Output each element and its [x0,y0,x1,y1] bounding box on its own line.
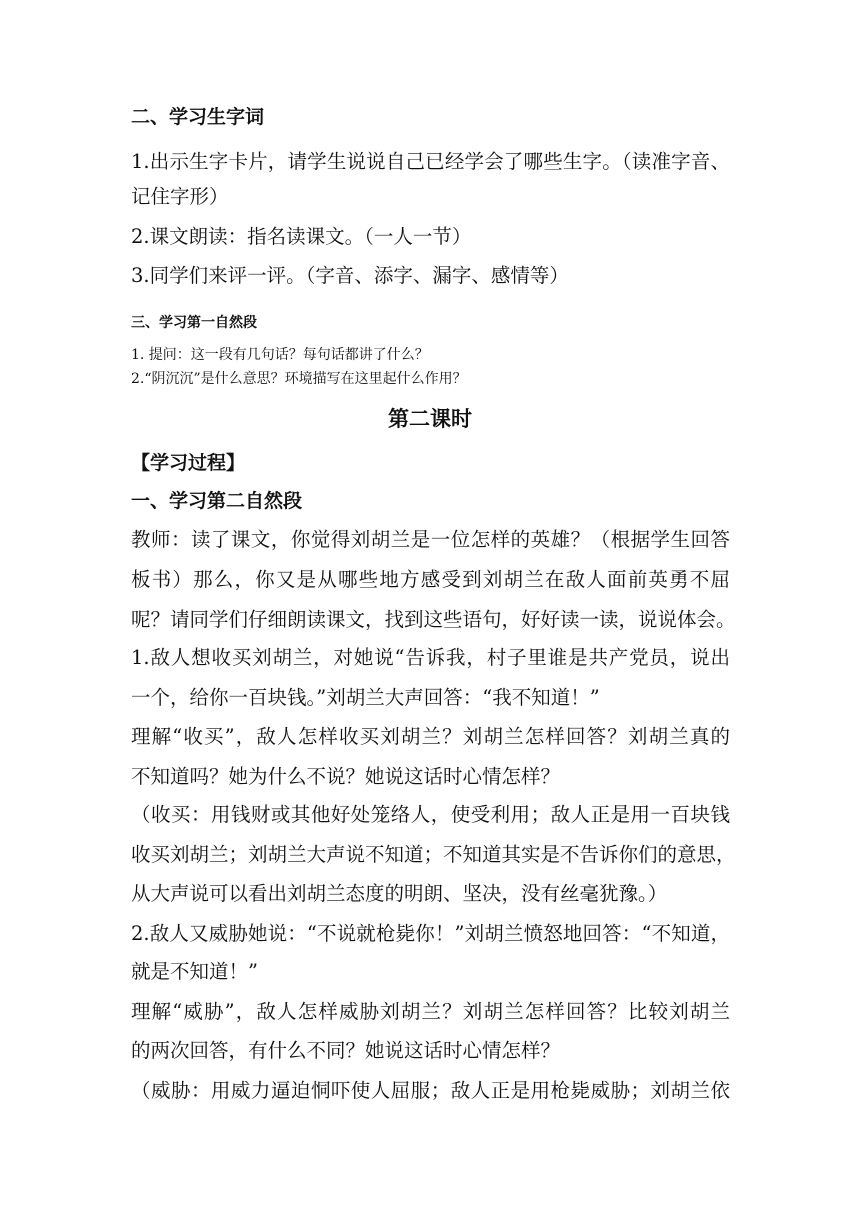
p1-line1: 教师：读了课文，你觉得刘胡兰是一位怎样的英雄？（根据学生回答 [131,528,730,551]
s3-item1: 1. 提问：这一段有几句话？每句话都讲了什么？ [131,347,429,363]
q2-ask-line2: 的两次回答，有什么不同？她说这话时心情怎样？ [131,1039,561,1062]
q2-line2: 就是不知道！” [131,960,258,983]
q1-ans-line1: （收买：用钱财或其他好处笼络人，使受利用；敌人正是用一百块钱 [131,803,730,826]
q2-ans-line1: （威胁：用威力逼迫恫吓使人屈服；敌人正是用枪毙威胁；刘胡兰依 [131,1079,730,1102]
q2-line1: 2.敌人又威胁她说：“不说就枪毙你！”刘胡兰愤怒地回答：“不知道， [131,922,730,945]
s3-item2: 2.“阴沉沉”是什么意思？环境描写在这里起什么作用？ [131,371,467,387]
p1-line2: 板书）那么，你又是从哪些地方感受到刘胡兰在敌人面前英勇不屈 [131,568,730,591]
section-heading-2: 二、学习生字词 [131,106,265,128]
q1-ans-line3: 从大声说可以看出刘胡兰态度的明朗、坚决，没有丝毫犹豫。） [131,882,668,905]
process-heading: 【学习过程】 [131,452,246,474]
q1-ask-line2: 不知道吗？她为什么不说？她说这话时心情怎样？ [131,765,561,788]
q1-line2: 一个，给你一百块钱。”刘胡兰大声回答：“我不知道！” [131,686,600,709]
s2-item1-line2: 记住字形） [131,185,229,208]
s2-item3: 3.同学们来评一评。（字音、添字、漏字、感情等） [131,264,569,287]
q1-line1: 1.敌人想收买刘胡兰，对她说“告诉我，村子里谁是共产党员，说出 [131,646,730,669]
s2-item2: 2.课文朗读：指名读课文。（一人一节） [131,225,472,248]
section-heading-3: 三、学习第一自然段 [131,315,257,331]
s2-item1-line1: 1.出示生字卡片，请学生说说自己已经学会了哪些生字。（读准字音、 [131,150,730,173]
q1-ask-line1: 理解“收买”，敌人怎样收买刘胡兰？刘胡兰怎样回答？刘胡兰真的 [131,725,730,748]
q1-ans-line2: 收买刘胡兰；刘胡兰大声说不知道；不知道其实是不告诉你们的意思， [131,843,736,866]
q2-ask-line1: 理解“威胁”，敌人怎样威胁刘胡兰？刘胡兰怎样回答？比较刘胡兰 [131,1000,730,1023]
part1-heading: 一、学习第二自然段 [131,490,303,512]
p1-line3: 呢？请同学们仔细朗读课文，找到这些语句，好好读一读，说说体会。 [131,608,736,631]
lesson-title: 第二课时 [388,407,472,431]
